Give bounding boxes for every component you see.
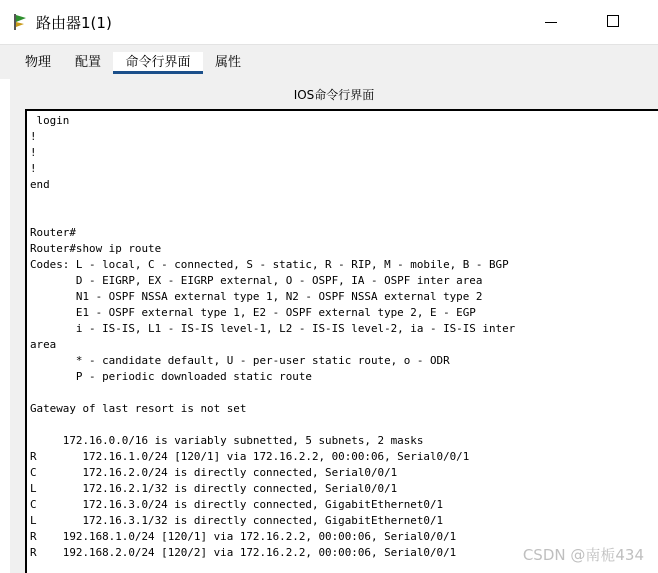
cli-output: [27, 111, 658, 561]
cli-line: [30, 209, 658, 225]
cli-line: Router#: [30, 226, 76, 239]
title-bar: [0, 0, 658, 44]
cli-line: R 172.16.1.0/24 [120/1] via 172.16.2.2, 00:00:06, Serial0/0/1: [30, 450, 470, 463]
tab-physical[interactable]: 物理: [24, 55, 51, 70]
watermark: CSDN @南栀434: [522, 546, 644, 564]
cli-line: Router#show ip route: [30, 242, 162, 255]
cli-line: area: [30, 338, 57, 351]
cli-line: [30, 417, 658, 433]
cli-line: * - candidate default, U - per-user static route, o - ODR: [30, 354, 450, 367]
cli-line: N1 - OSPF NSSA external type 1, N2 - OSPF NSSA external type 2: [30, 290, 483, 303]
cli-header: IOS命令行界面: [293, 88, 375, 102]
cli-line: C 172.16.2.0/24 is directly connected, Serial0/0/1: [30, 466, 398, 479]
tab-config[interactable]: 配置: [74, 55, 101, 70]
cli-line: D - EIGRP, EX - EIGRP external, O - OSPF, IA - OSPF inter area: [30, 274, 483, 287]
cli-console[interactable]: [25, 109, 658, 573]
cli-line: R 192.168.2.0/24 [120/2] via 172.16.2.2, 00:00:06, Serial0/0/1: [30, 546, 457, 559]
cli-panel: [10, 78, 658, 573]
cli-line: R 192.168.1.0/24 [120/1] via 172.16.2.2, 00:00:06, Serial0/0/1: [30, 530, 457, 543]
cli-line: Codes: L - local, C - connected, S - static, R - RIP, M - mobile, B - BGP: [30, 258, 509, 271]
cli-line: i - IS-IS, L1 - IS-IS level-1, L2 - IS-IS level-2, ia - IS-IS inter: [30, 322, 516, 335]
cli-line: L 172.16.3.1/32 is directly connected, GigabitEthernet0/1: [30, 514, 444, 527]
cli-line: 172.16.0.0/16 is variably subnetted, 5 subnets, 2 masks: [30, 434, 424, 447]
window-title: 路由器1(1): [36, 14, 112, 32]
cli-line: C 172.16.3.0/24 is directly connected, GigabitEthernet0/1: [30, 498, 444, 511]
minimize-button[interactable]: [536, 10, 566, 34]
tab-attributes[interactable]: 属性: [214, 55, 241, 70]
tab-cli[interactable]: 命令行界面: [113, 52, 203, 74]
cli-line: L 172.16.2.1/32 is directly connected, Serial0/0/1: [30, 482, 398, 495]
cli-line: P - periodic downloaded static route: [30, 370, 312, 383]
cli-line: Gateway of last resort is not set: [30, 402, 247, 415]
cli-line: end: [30, 178, 50, 191]
router-app-icon: [12, 13, 30, 31]
cli-line: [30, 193, 658, 209]
cli-line: !: [30, 146, 37, 159]
cli-line: !: [30, 130, 37, 143]
cli-line: [30, 385, 658, 401]
tab-bar: [0, 44, 658, 79]
cli-line: E1 - OSPF external type 1, E2 - OSPF external type 2, E - EGP: [30, 306, 476, 319]
cli-line: login: [30, 114, 70, 127]
maximize-button[interactable]: [598, 10, 628, 34]
cli-line: !: [30, 162, 37, 175]
